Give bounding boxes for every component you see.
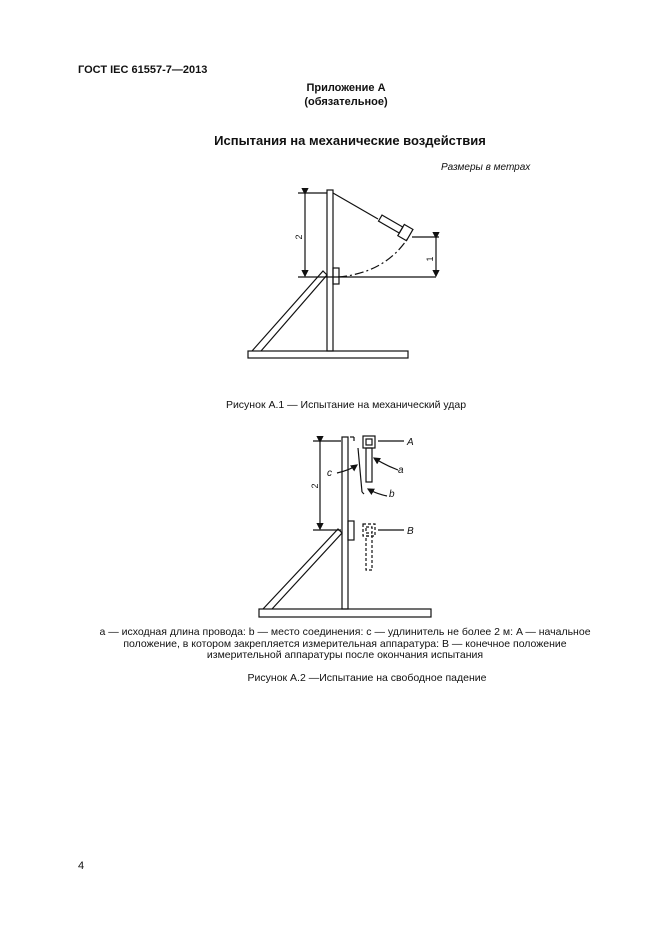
figure-a2-legend — [70, 627, 620, 662]
figure-a1 — [248, 190, 439, 358]
dimensions-note: Размеры в метрах — [441, 162, 531, 173]
document-header: ГОСТ IEC 61557-7—2013 — [78, 64, 208, 76]
fig1-base-plate — [248, 351, 408, 358]
fig2-label-a: a — [398, 465, 404, 476]
fig1-vertical-post — [327, 190, 333, 351]
fig2-extension-rod — [366, 448, 372, 482]
annex-status: (обязательное) — [304, 96, 388, 108]
fig1-height-label: 2 — [294, 234, 304, 240]
fig2-label-c: c — [327, 468, 332, 479]
fig1-swing-arc — [338, 238, 408, 277]
fig2-label-B: B — [407, 526, 414, 537]
figure-a1-caption: Рисунок А.1 — Испытание на механический удар — [225, 399, 467, 411]
fig2-leader-a — [374, 458, 398, 470]
legend-line-1: a — исходная длина провода: b — место соединения: c — удлинитель не более 2 м: A — начальное — [99, 626, 591, 638]
fig1-diagonal-brace — [252, 271, 327, 351]
fig2-label-b: b — [389, 489, 395, 500]
fig2-base-plate — [259, 609, 431, 617]
fig2-device-final — [363, 524, 375, 570]
fig1-drop-label: 1 — [425, 256, 435, 262]
legend-line-3: измерительной аппаратуры после окончания испытания — [206, 649, 484, 661]
fig2-fixing-block — [348, 521, 354, 540]
fig2-diagonal-brace — [263, 529, 342, 609]
fig2-label-A: A — [407, 437, 414, 448]
fig2-leader-c — [337, 465, 357, 473]
fig1-fixing-block — [333, 268, 339, 284]
fig2-height-label: 2 — [310, 483, 320, 489]
legend-line-2: положение, в котором закрепляется измерительная аппаратура: B — конечное положение — [123, 637, 567, 650]
section-title: Испытания на механические воздействия — [214, 133, 486, 148]
figure-a2 — [259, 436, 431, 617]
fig1-cable — [333, 193, 378, 219]
figure-a2-caption: Рисунок А.2 —Испытание на свободное падение — [247, 672, 487, 684]
fig2-leader-b — [368, 489, 387, 496]
page-number: 4 — [78, 860, 85, 872]
annex-title: Приложение А — [306, 82, 386, 94]
fig2-vertical-post — [342, 437, 348, 609]
fig2-cable — [358, 448, 362, 492]
fig2-device-initial — [363, 436, 375, 448]
fig1-test-device — [377, 212, 413, 240]
